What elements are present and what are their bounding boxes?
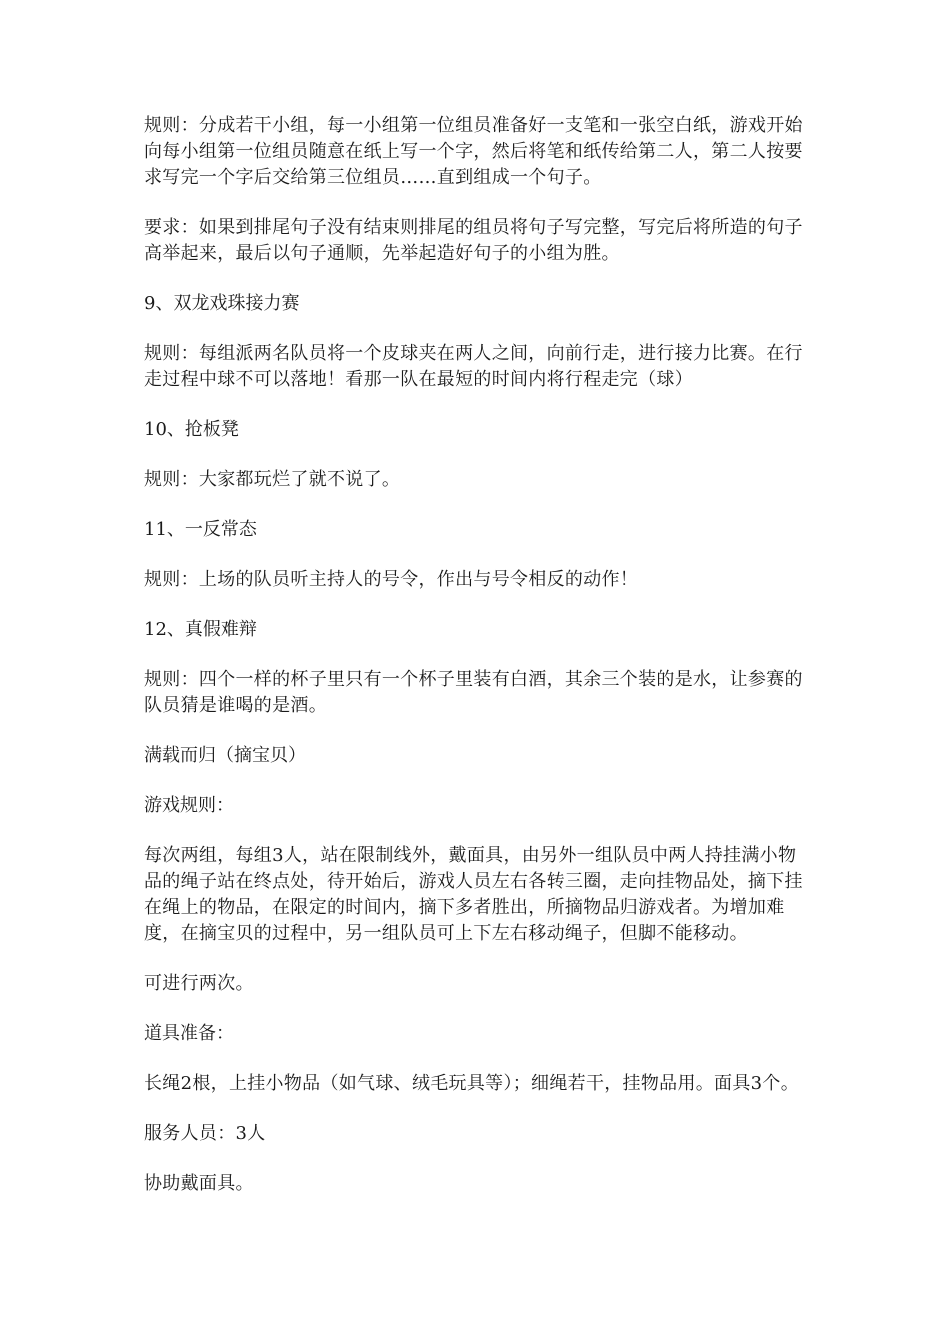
section-heading-12: 12、真假难辩 (144, 619, 257, 640)
paragraph-rules-10: 规则：大家都玩烂了就不说了。 (144, 469, 401, 490)
paragraph-treasure-rules: 每次两组，每组3人，站在限制线外，戴面具，由另外一组队员中两人持挂满小物品的绳子站在终点处，待开始后，游戏人员左右各转三圈，走向挂物品处，摘下挂在绳上的物品，在限定的时间内，摘下多者胜出，所摘物品归游戏者。为增加难度，在摘宝贝的过程中，另一组队员可上下左右移动绳子，但脚不能移动。 (144, 845, 803, 944)
document-page (144, 113, 808, 1221)
paragraph-staff: 服务人员：3人 (144, 1123, 266, 1144)
paragraph-requirements: 要求：如果到排尾句子没有结束则排尾的组员将句子写完整，写完后将所造的句子高举起来，最后以句子通顺，先举起造好句子的小组为胜。 (144, 217, 803, 264)
section-heading-9: 9、双龙戏珠接力赛 (144, 293, 300, 314)
paragraph-rules-11: 规则：上场的队员听主持人的号令，作出与号令相反的动作！ (144, 569, 639, 590)
paragraph-repeat-note: 可进行两次。 (144, 973, 254, 994)
paragraph-rules-9: 规则：每组派两名队员将一个皮球夹在两人之间，向前行走，进行接力比赛。在行走过程中球不可以落地！看那一队在最短的时间内将行程走完（球） (144, 343, 803, 390)
section-heading-treasure: 满载而归（摘宝贝） (144, 745, 306, 766)
section-heading-11: 11、一反常态 (144, 519, 257, 540)
paragraph-props-list: 长绳2根，上挂小物品（如气球、绒毛玩具等）；细绳若干，挂物品用。面具3个。 (144, 1073, 800, 1094)
subheading-game-rules: 游戏规则： (144, 795, 234, 816)
paragraph-staff-task: 协助戴面具。 (144, 1173, 254, 1194)
paragraph-rules-sentence-game: 规则：分成若干小组，每一小组第一位组员准备好一支笔和一张空白纸，游戏开始向每小组第一位组员随意在纸上写一个字，然后将笔和纸传给第二人，第二人按要求写完一个字后交给第三位组员……直到组成一个句子。 (144, 115, 803, 188)
paragraph-rules-12: 规则：四个一样的杯子里只有一个杯子里装有白酒，其余三个装的是水，让参赛的队员猜是谁喝的是酒。 (144, 669, 803, 716)
section-heading-10: 10、抢板凳 (144, 419, 239, 440)
subheading-props: 道具准备： (144, 1023, 234, 1044)
